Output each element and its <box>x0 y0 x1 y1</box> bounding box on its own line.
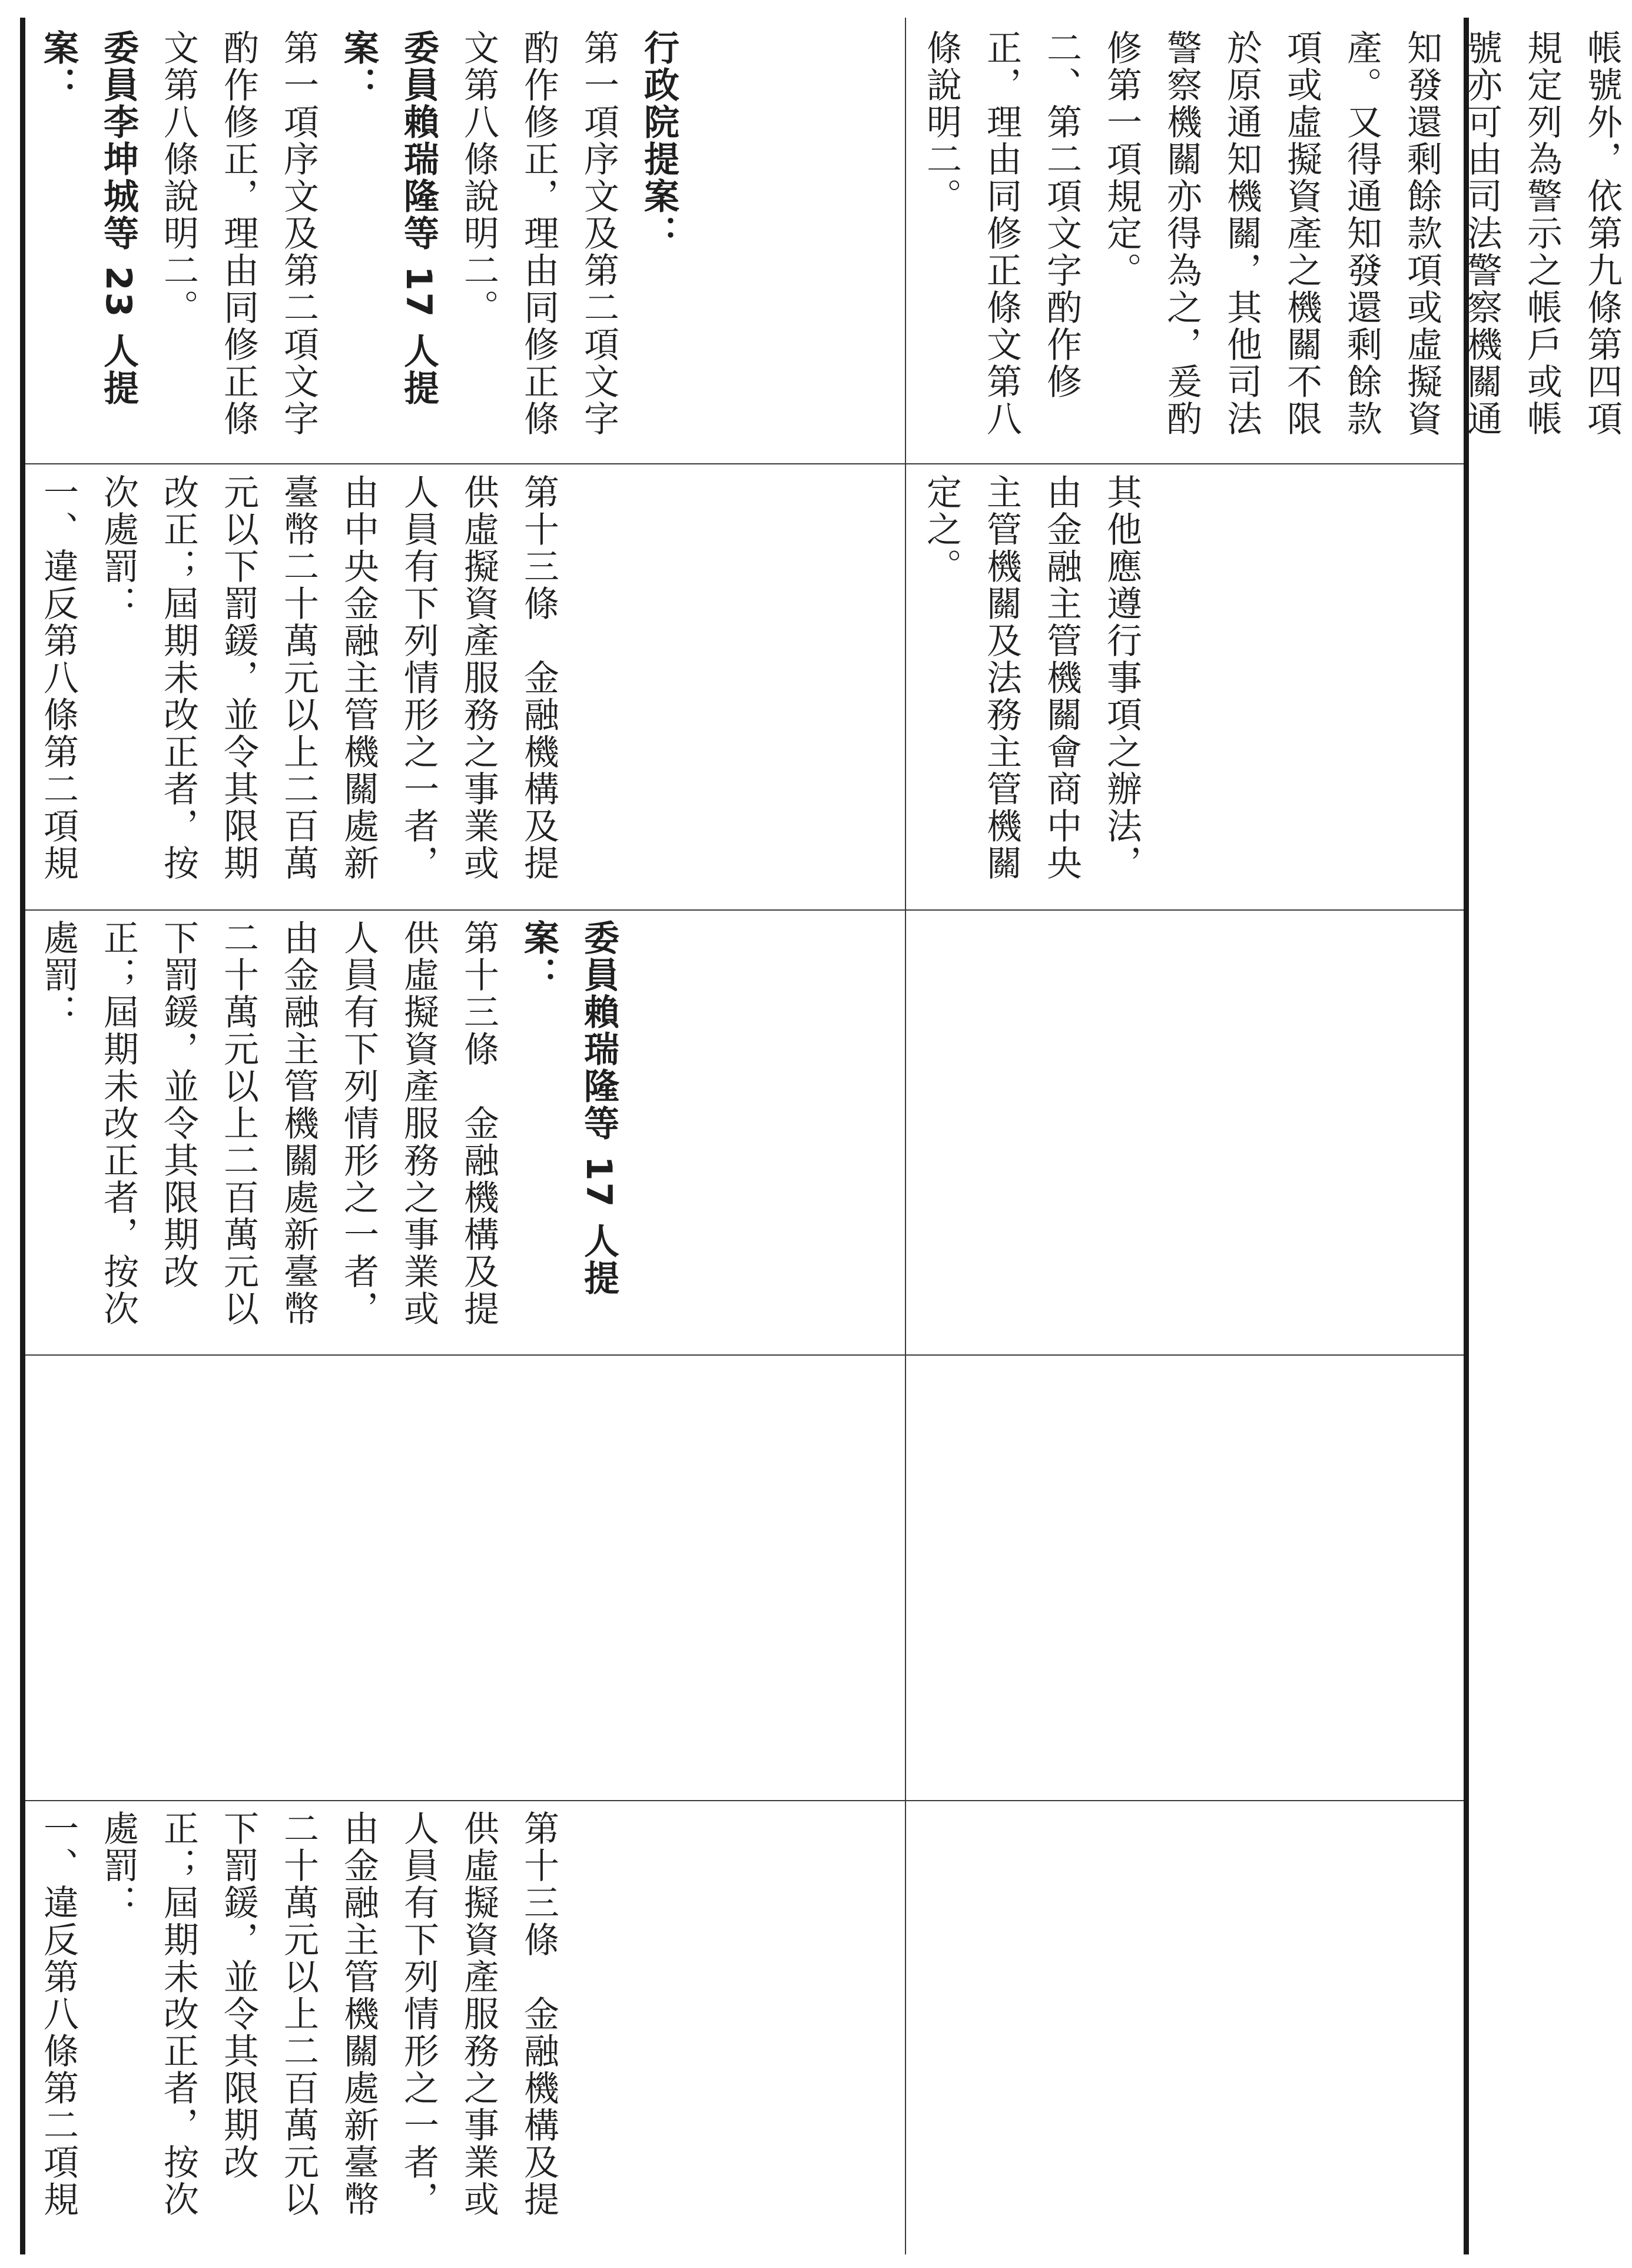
explanation-para-1: 帳號外，依第九條第四項規定列為警示之帳戶或帳號亦可由司法警察機關通知發還剩餘款項或虛擬資產。又得通知發還剩餘款項或虛擬資產之機關不限於原通知機關，其他司法警察機關亦得為之，爰酌修第一項規定。 <box>1101 29 1623 437</box>
current-law-top-text <box>911 474 1152 904</box>
current-article-body: 第十三條 金融機構及提供虛擬資產服務之事業或人員有下列情形之一者，由金融主管機關處新臺幣二十萬元以上二百萬元以下罰鍰，並令其限期改正；屆期未改正者，按次處罰： <box>98 1810 559 2218</box>
lai-article-text <box>28 919 629 1349</box>
lai-proposal-heading: 委員賴瑞隆等 17 人提案： <box>338 29 439 407</box>
exec-proposal-note: 第一項序文及第二項文字酌作修正，理由同修正條文第八條說明二。 <box>458 29 619 437</box>
exec-article-cell <box>28 474 900 904</box>
current-law-top-cell <box>911 474 1459 904</box>
row-divider-3 <box>25 1354 1464 1356</box>
proposal-notes-text <box>28 29 689 459</box>
table-left-rule <box>20 18 25 2254</box>
lai-proposal-note: 第一項序文及第二項文字酌作修正，理由同修正條文第八條說明二。 <box>158 29 319 437</box>
row-divider-2 <box>25 909 1464 911</box>
lai-article-body: 第十三條 金融機構及提供虛擬資產服務之事業或人員有下列情形之一者，由金融主管機關處新臺幣二十萬元以上二百萬元以下罰鍰，並令其限期改正；屆期未改正者，按次處罰： <box>38 919 499 1327</box>
current-article-item-1: 一、違反第八條第二項規 <box>38 1810 79 2218</box>
current-article-text <box>28 1810 569 2246</box>
current-article-cell <box>28 1810 900 2246</box>
li-proposal-heading: 委員李坤城等 23 人提案： <box>38 29 139 407</box>
exec-article-text <box>28 474 569 904</box>
current-law-top-para: 其他應遵行事項之辦法，由金融主管機關會商中央主管機關及法務主管機關定之。 <box>921 474 1142 882</box>
explanation-text <box>911 29 1632 459</box>
explanation-cell <box>911 29 1623 459</box>
exec-article-body: 第十三條 金融機構及提供虛擬資產服務之事業或人員有下列情形之一者，由中央金融主管機關處新臺幣二十萬元以上二百萬元以下罰鍰，並令其限期改正；屆期未改正者，按次處罰： <box>98 474 559 882</box>
exec-proposal-heading: 行政院提案： <box>638 29 679 252</box>
lai-article-heading: 委員賴瑞隆等 17 人提案： <box>518 919 619 1297</box>
lai-article-cell <box>28 919 900 1349</box>
column-divider <box>905 18 906 2254</box>
row-divider-1 <box>25 463 1464 464</box>
exec-article-item-1: 一、違反第八條第二項規 <box>38 474 79 882</box>
explanation-para-2: 二、第二項文字酌作修正，理由同修正條文第八條說明二。 <box>921 29 1082 437</box>
proposal-notes-cell <box>28 29 900 459</box>
row-divider-4 <box>25 1800 1464 1801</box>
